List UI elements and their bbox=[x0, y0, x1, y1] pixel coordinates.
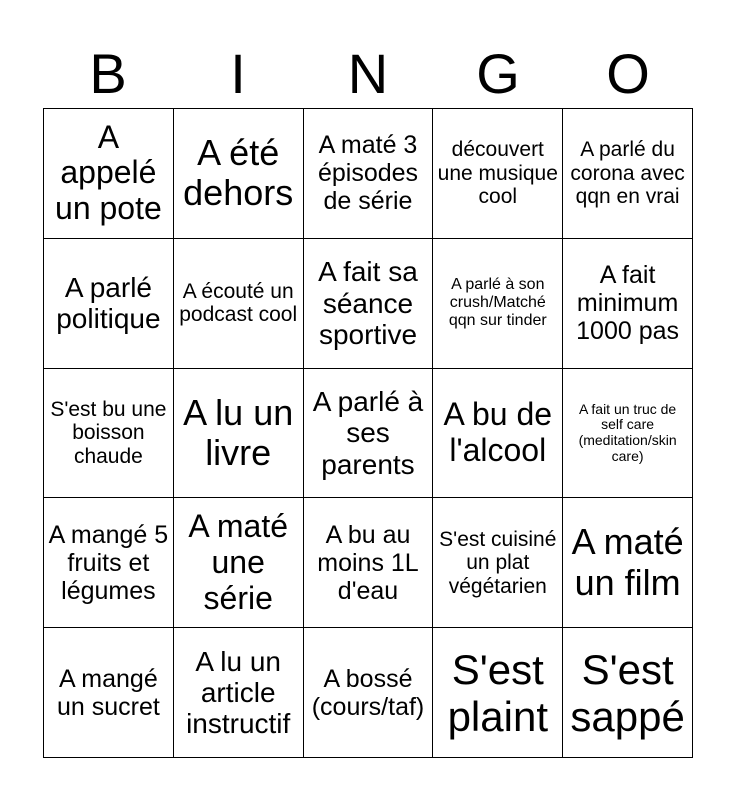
cell-text: A maté un film bbox=[571, 521, 684, 603]
header-letter-o: O bbox=[606, 42, 650, 105]
cell-text: A été dehors bbox=[183, 132, 294, 214]
cell-text: A mangé un sucret bbox=[56, 664, 160, 721]
bingo-grid bbox=[43, 108, 693, 758]
bingo-cell[interactable] bbox=[304, 109, 434, 239]
cell-text: A bu de l'alcool bbox=[443, 396, 553, 468]
bingo-cell[interactable] bbox=[304, 239, 434, 369]
bingo-cell[interactable] bbox=[174, 498, 304, 628]
cell-text: A parlé à ses parents bbox=[312, 385, 424, 480]
bingo-cell[interactable] bbox=[563, 498, 693, 628]
cell-text: A lu un livre bbox=[183, 391, 294, 473]
cell-text: A mangé 5 fruits et légumes bbox=[48, 520, 169, 605]
cell-text: A parlé du corona avec qqn en vrai bbox=[570, 138, 685, 209]
bingo-cell[interactable] bbox=[174, 628, 304, 758]
bingo-cell[interactable] bbox=[433, 109, 563, 239]
cell-text: A appelé un pote bbox=[55, 118, 162, 227]
bingo-cell[interactable] bbox=[44, 628, 174, 758]
bingo-cell[interactable] bbox=[304, 628, 434, 758]
header-letter-n: N bbox=[347, 42, 389, 105]
bingo-cell[interactable] bbox=[563, 369, 693, 499]
bingo-cell[interactable] bbox=[44, 369, 174, 499]
cell-text: A écouté un podcast cool bbox=[179, 279, 298, 327]
cell-text: S'est sappé bbox=[570, 645, 685, 740]
cell-text: A bu au moins 1L d'eau bbox=[317, 520, 419, 605]
cell-text: A fait un truc de self care (meditation/skin care) bbox=[578, 400, 677, 464]
bingo-cell[interactable] bbox=[304, 498, 434, 628]
cell-text: S'est bu une boisson chaude bbox=[50, 397, 167, 468]
bingo-cell[interactable] bbox=[433, 498, 563, 628]
cell-text: A parlé à son crush/Matché qqn sur tinder bbox=[448, 276, 547, 330]
header-letter-i: I bbox=[230, 42, 246, 105]
cell-text: A fait sa séance sportive bbox=[318, 256, 418, 350]
bingo-cell[interactable] bbox=[44, 498, 174, 628]
cell-text: A bossé (cours/taf) bbox=[311, 664, 425, 721]
bingo-cell[interactable] bbox=[44, 239, 174, 369]
bingo-cell[interactable] bbox=[174, 239, 304, 369]
bingo-cell[interactable] bbox=[304, 369, 434, 499]
bingo-cell[interactable] bbox=[433, 369, 563, 499]
bingo-cell[interactable] bbox=[433, 628, 563, 758]
cell-text: A fait minimum 1000 pas bbox=[576, 261, 680, 346]
bingo-cell[interactable] bbox=[174, 109, 304, 239]
header-letter-b: B bbox=[89, 42, 127, 105]
cell-text: découvert une musique cool bbox=[437, 138, 558, 209]
cell-text: A maté 3 épisodes de série bbox=[317, 131, 419, 216]
bingo-cell[interactable] bbox=[563, 628, 693, 758]
cell-text: A parlé politique bbox=[56, 271, 161, 335]
header-letter-g: G bbox=[476, 42, 520, 105]
bingo-cell[interactable] bbox=[563, 239, 693, 369]
bingo-cell[interactable] bbox=[563, 109, 693, 239]
cell-text: A maté une série bbox=[188, 508, 288, 616]
bingo-cell[interactable] bbox=[44, 109, 174, 239]
bingo-cell[interactable] bbox=[174, 369, 304, 499]
bingo-cell[interactable] bbox=[433, 239, 563, 369]
cell-text: S'est cuisiné un plat végétarien bbox=[439, 527, 557, 598]
bingo-header bbox=[43, 40, 693, 108]
cell-text: S'est plaint bbox=[447, 645, 548, 740]
cell-text: A lu un article instructif bbox=[186, 645, 291, 740]
